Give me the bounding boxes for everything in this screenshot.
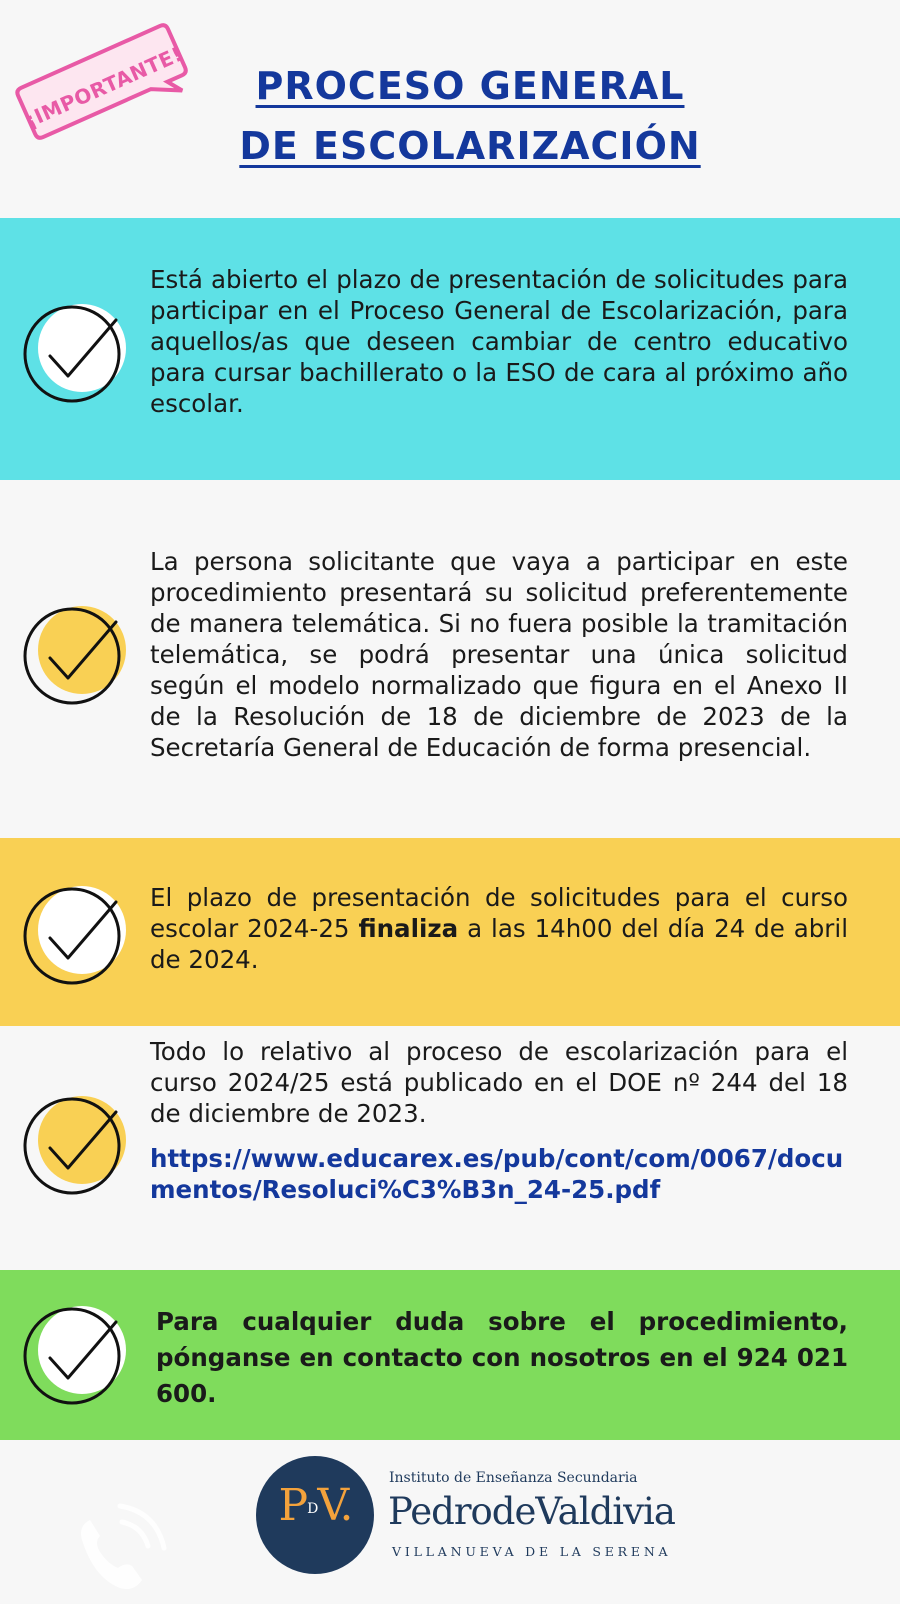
title-line-1: PROCESO GENERAL: [255, 64, 685, 108]
badge-label: ¡IMPORTANTE!: [21, 41, 187, 133]
deadline-bold: finaliza: [358, 914, 459, 943]
info-section-3: [0, 838, 900, 1026]
section-2-text: La persona solicitante que vaya a participar en este procedimiento presentará su solicitud preferentemente de manera telemática. Si no fuera posible la tramitación telemática, se podrá presentar una única solicitud según el modelo normalizado que figura en el Anexo II de la Resolución de 18 de diciembre de 2023 de la Secretaría General de Educación de forma presencial.: [150, 547, 848, 762]
phone-icon: [60, 1500, 170, 1600]
contact-text: Para cualquier duda sobre el procedimiento, pónganse en contacto con nosotros en el 924 021 600.: [156, 1307, 848, 1408]
section-1-text: Está abierto el plazo de presentación de solicitudes para participar en el Proceso General de Escolarización, para aquellos/as que deseen cambiar de centro educativo para cursar bachillerato o la ESO de cara al próximo año escolar.: [150, 265, 848, 418]
title-line-2: DE ESCOLARIZACIÓN: [239, 124, 701, 168]
info-section-5: [0, 1270, 900, 1440]
checkmark-icon: [20, 600, 130, 710]
checkmark-icon: [20, 1090, 130, 1200]
resolution-pdf-link[interactable]: https://www.educarex.es/pub/cont/com/0067/documentos/Resoluci%C3%B3n_24-25.pdf: [150, 1144, 844, 1204]
school-logo: [256, 1456, 374, 1574]
importante-badge: [6, 15, 202, 159]
deadline-text-start: El plazo de presentación de solicitudes para el curso escolar 2024-25: [150, 883, 848, 943]
checkmark-icon: [20, 298, 130, 408]
info-section-1: [0, 218, 900, 480]
deadline-text-end: a las 14h00 del día 24 de abril de 2024.: [150, 914, 848, 974]
checkmark-icon: [20, 880, 130, 990]
section-3-text: [150, 882, 848, 975]
school-location: VILLANUEVA DE LA SERENA: [392, 1544, 672, 1559]
doe-reference-text: Todo lo relativo al proceso de escolarización para el curso 2024/25 está publicado en el DOE nº 244 del 18 de diciembre de 2023.: [150, 1037, 848, 1128]
school-name: PedrodeValdivia: [388, 1490, 675, 1533]
header: [0, 0, 900, 218]
checkmark-icon: [20, 1300, 130, 1410]
section-4-text: [150, 1036, 848, 1205]
info-section-2: [0, 480, 900, 838]
info-section-4: [0, 1026, 900, 1270]
page-title: [200, 56, 740, 176]
logo-initials: PDV.: [278, 1480, 352, 1531]
school-type: Instituto de Enseñanza Secundaria: [389, 1470, 638, 1486]
